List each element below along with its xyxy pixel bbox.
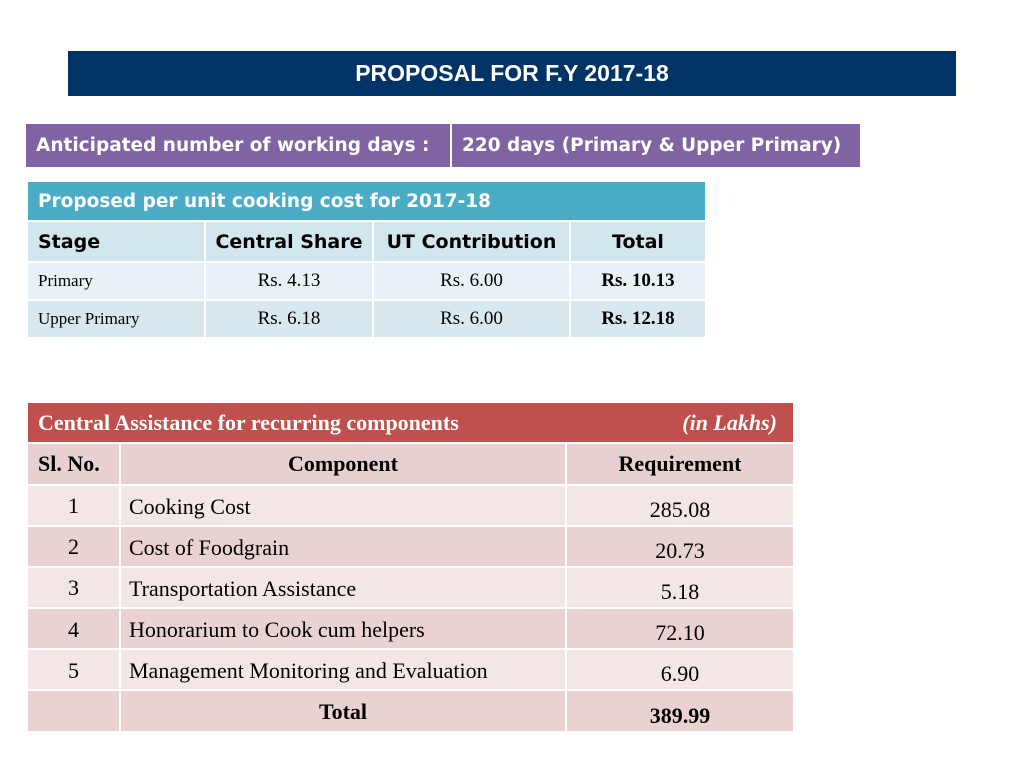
ut-contribution-cell: Rs. 6.00 xyxy=(373,262,570,300)
unit-label: (in Lakhs) xyxy=(682,409,777,435)
sl-no-cell: 5 xyxy=(27,649,120,690)
requirement-cell: 5.18 xyxy=(566,567,794,608)
column-header-requirement: Requirement xyxy=(566,443,794,485)
stage-cell: Upper Primary xyxy=(27,300,205,338)
component-cell: Honorarium to Cook cum helpers xyxy=(120,608,566,649)
cooking-cost-table xyxy=(26,180,707,339)
central-share-cell: Rs. 6.18 xyxy=(205,300,373,338)
table-row xyxy=(27,300,706,338)
column-header-component: Component xyxy=(120,443,566,485)
component-cell: Cooking Cost xyxy=(120,485,566,526)
central-share-cell: Rs. 4.13 xyxy=(205,262,373,300)
total-cell: Rs. 10.13 xyxy=(570,262,706,300)
sl-no-cell: 2 xyxy=(27,526,120,567)
component-cell: Cost of Foodgrain xyxy=(120,526,566,567)
component-cell: Management Monitoring and Evaluation xyxy=(120,649,566,690)
total-row xyxy=(27,690,794,732)
requirement-cell: 72.10 xyxy=(566,608,794,649)
column-header-central-share: Central Share xyxy=(205,221,373,262)
requirement-cell: 20.73 xyxy=(566,526,794,567)
requirement-cell: 6.90 xyxy=(566,649,794,690)
page-title: PROPOSAL FOR F.Y 2017-18 xyxy=(68,51,956,96)
stage-cell: Primary xyxy=(27,262,205,300)
working-days-row xyxy=(26,124,860,167)
sl-no-cell: 4 xyxy=(27,608,120,649)
table-row xyxy=(27,649,794,690)
component-cell: Transportation Assistance xyxy=(120,567,566,608)
cooking-cost-heading: Proposed per unit cooking cost for 2017-18 xyxy=(27,181,706,221)
total-cell: Rs. 12.18 xyxy=(570,300,706,338)
table-row xyxy=(27,608,794,649)
central-assistance-table xyxy=(26,401,795,733)
central-assistance-heading xyxy=(27,402,794,443)
table-row xyxy=(27,262,706,300)
sl-no-cell: 3 xyxy=(27,567,120,608)
sl-no-cell: 1 xyxy=(27,485,120,526)
empty-cell xyxy=(27,690,120,732)
column-header-ut-contribution: UT Contribution xyxy=(373,221,570,262)
table-row xyxy=(27,567,794,608)
requirement-cell: 285.08 xyxy=(566,485,794,526)
working-days-value: 220 days (Primary & Upper Primary) xyxy=(450,124,860,167)
table-row xyxy=(27,526,794,567)
column-header-stage: Stage xyxy=(27,221,205,262)
working-days-label: Anticipated number of working days : xyxy=(26,124,450,167)
column-header-sl-no: Sl. No. xyxy=(27,443,120,485)
total-label: Total xyxy=(120,690,566,732)
table-row xyxy=(27,485,794,526)
column-header-total: Total xyxy=(570,221,706,262)
total-value: 389.99 xyxy=(566,690,794,732)
ut-contribution-cell: Rs. 6.00 xyxy=(373,300,570,338)
central-assistance-title: Central Assistance for recurring components xyxy=(38,409,459,435)
